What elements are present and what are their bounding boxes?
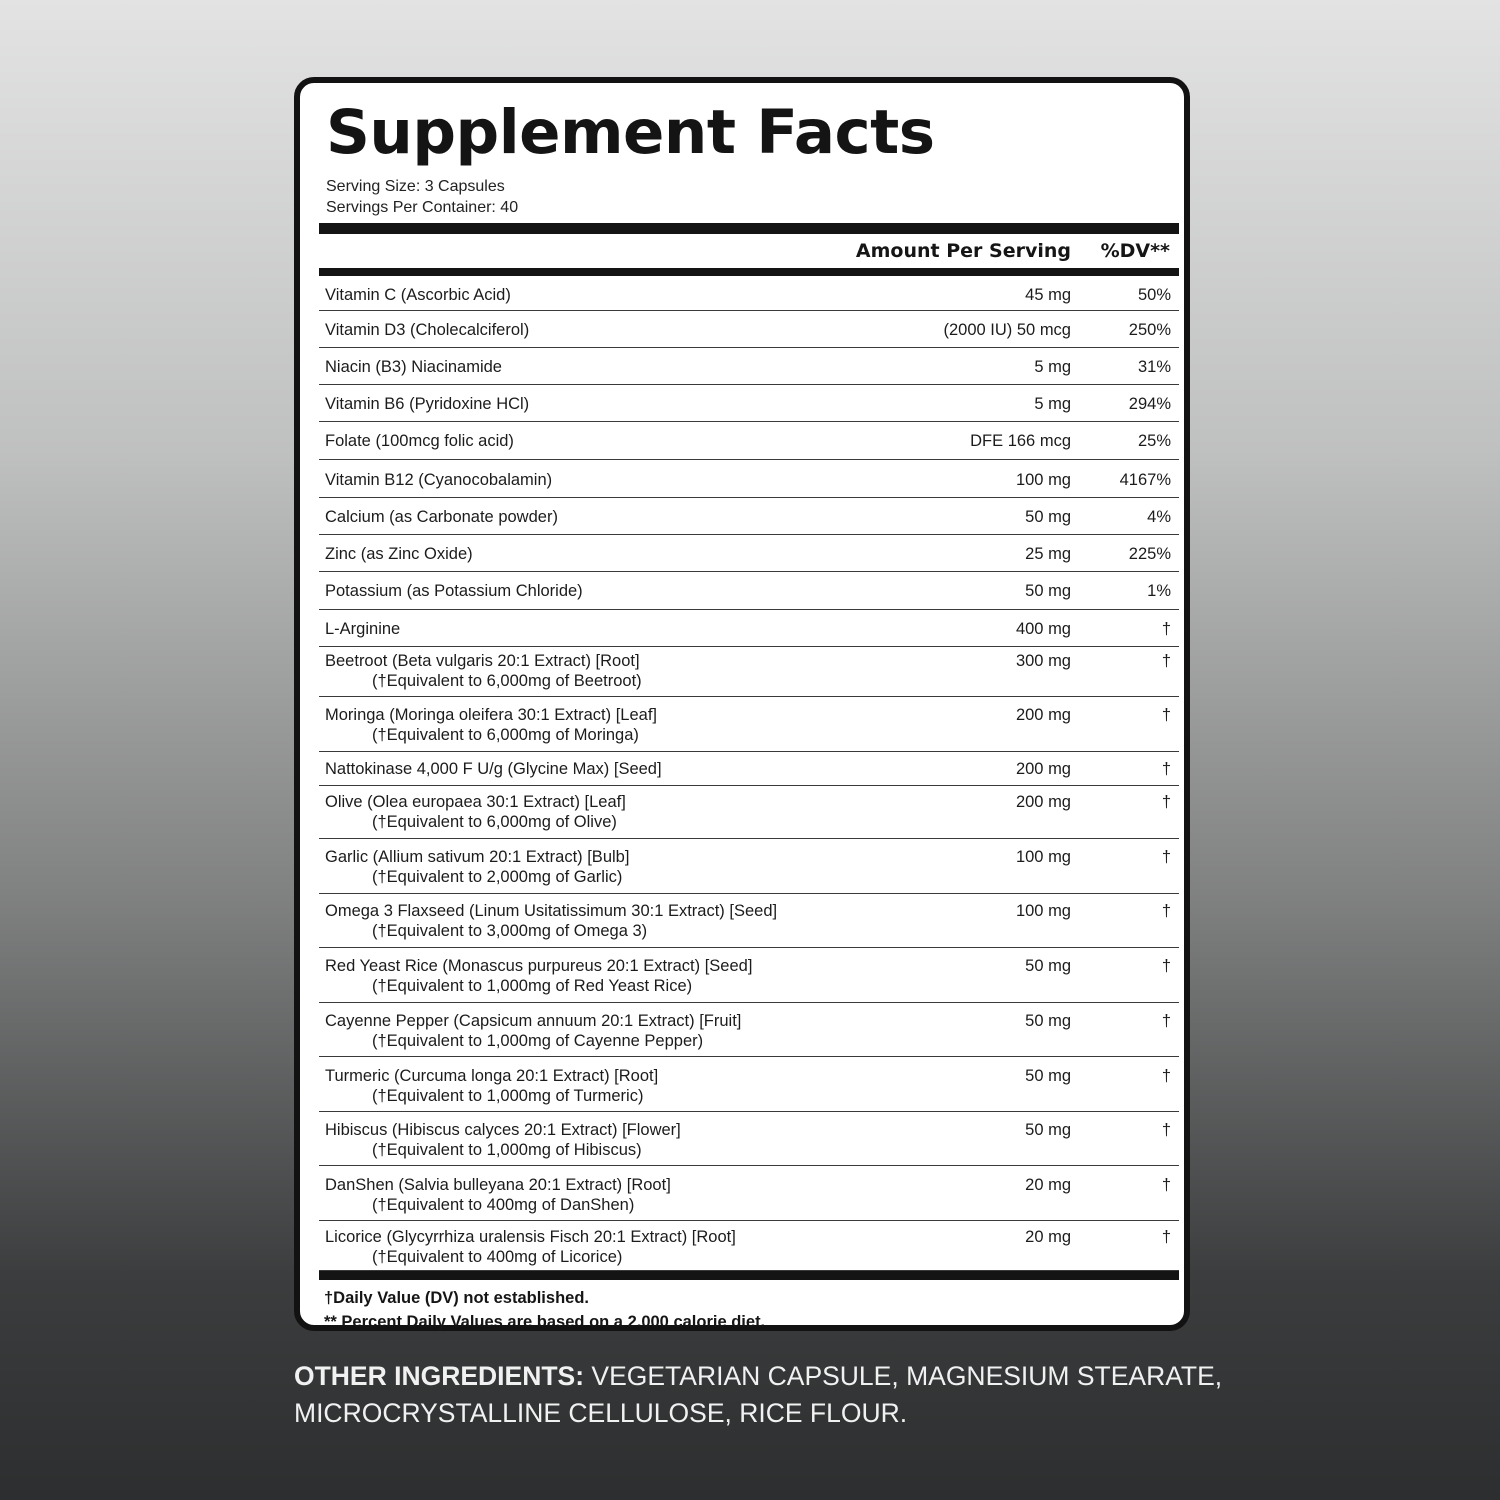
table-row [319,348,1179,385]
ingredient-equivalent: (†Equivalent to 1,000mg of Red Yeast Rice) [372,977,693,995]
ingredient-dv: † [1161,902,1171,920]
ingredient-amount: 50 mg [1025,508,1071,526]
ingredient-name: Vitamin C (Ascorbic Acid) [325,286,511,304]
table-row [319,311,1179,348]
ingredient-name: L-Arginine [325,620,401,638]
ingredient-name: Moringa (Moringa oleifera 30:1 Extract) [Leaf] [325,706,657,724]
ingredient-amount: 50 mg [1025,1121,1071,1139]
ingredient-name: DanShen (Salvia bulleyana 20:1 Extract) [Root] [325,1176,671,1194]
ingredient-amount: 20 mg [1025,1228,1071,1246]
ingredient-name: Zinc (as Zinc Oxide) [325,545,473,563]
table-row [319,752,1179,786]
table-row [319,786,1179,839]
ingredient-amount: 50 mg [1025,957,1071,975]
ingredient-equivalent: (†Equivalent to 2,000mg of Garlic) [372,868,623,886]
ingredient-name: Niacin (B3) Niacinamide [325,358,502,376]
ingredient-dv: 4% [1147,508,1171,526]
page-title: Supplement Facts [326,97,935,168]
servings-per-container: Servings Per Container: 40 [326,199,519,216]
ingredient-name: Vitamin D3 (Cholecalciferol) [325,321,530,339]
ingredient-dv: 1% [1147,582,1171,600]
table-row [319,839,1179,894]
table-row [319,1003,1179,1057]
table-row [319,572,1179,610]
ingredient-amount: 20 mg [1025,1176,1071,1194]
ingredient-dv: † [1161,706,1171,724]
other-ingredients-text: VEGETARIAN CAPSULE, MAGNESIUM STEARATE, MICROCRYSTALLINE CELLULOSE, RICE FLOUR. [294,1361,1223,1428]
dv-header: %DV** [1100,240,1170,262]
table-row [319,385,1179,422]
ingredient-equivalent: (†Equivalent to 6,000mg of Olive) [372,813,617,831]
footnote-dagger: †Daily Value (DV) not established. [324,1289,589,1307]
ingredient-dv: † [1161,652,1171,670]
ingredient-dv: † [1161,620,1171,638]
table-row [319,610,1179,647]
ingredient-amount: 100 mg [1015,848,1071,866]
ingredient-amount: 45 mg [1025,286,1071,304]
ingredient-dv: 4167% [1119,471,1171,489]
ingredient-equivalent: (†Equivalent to 1,000mg of Turmeric) [372,1087,644,1105]
ingredient-name: Olive (Olea europaea 30:1 Extract) [Leaf] [325,793,626,811]
ingredient-equivalent: (†Equivalent to 400mg of DanShen) [372,1196,635,1214]
table-row [319,460,1179,498]
table-row [319,422,1179,460]
ingredient-amount: 200 mg [1015,706,1071,724]
ingredient-name: Folate (100mcg folic acid) [325,432,514,450]
table-row [319,1057,1179,1112]
other-ingredients [294,1358,1234,1432]
ingredient-equivalent: (†Equivalent to 6,000mg of Beetroot) [372,672,642,690]
footnote-percent: ** Percent Daily Values are based on a 2,000 calorie diet. [324,1313,766,1331]
ingredient-amount: 100 mg [1015,471,1071,489]
ingredient-name: Nattokinase 4,000 F U/g (Glycine Max) [Seed] [325,760,662,778]
ingredient-name: Garlic (Allium sativum 20:1 Extract) [Bulb] [325,848,630,866]
table-row [319,697,1179,752]
table-row [319,1221,1179,1271]
ingredient-dv: † [1161,760,1171,778]
ingredient-equivalent: (†Equivalent to 1,000mg of Cayenne Pepper) [372,1032,704,1050]
ingredient-amount: 400 mg [1015,620,1071,638]
table-row [319,647,1179,697]
ingredient-amount: 50 mg [1025,1012,1071,1030]
table-row [319,894,1179,948]
ingredient-dv: 31% [1137,358,1171,376]
ingredient-name: Potassium (as Potassium Chloride) [325,582,583,600]
ingredient-equivalent: (†Equivalent to 400mg of Licorice) [372,1248,623,1266]
ingredient-name: Vitamin B12 (Cyanocobalamin) [325,471,553,489]
table-row [319,498,1179,535]
ingredient-amount: 5 mg [1034,358,1071,376]
ingredient-name: Licorice (Glycyrrhiza uralensis Fisch 20:1 Extract) [Root] [325,1228,736,1246]
table-row [319,1112,1179,1166]
ingredient-name: Cayenne Pepper (Capsicum annuum 20:1 Extract) [Fruit] [325,1012,742,1030]
ingredient-name: Hibiscus (Hibiscus calyces 20:1 Extract) [Flower] [325,1121,681,1139]
ingredient-amount: 50 mg [1025,582,1071,600]
ingredient-dv: † [1161,1176,1171,1194]
table-row [319,275,1179,311]
ingredient-name: Calcium (as Carbonate powder) [325,508,558,526]
ingredient-equivalent: (†Equivalent to 6,000mg of Moringa) [372,726,639,744]
ingredient-amount: 200 mg [1015,760,1071,778]
thick-divider-bottom [319,1271,1179,1280]
ingredient-amount: 5 mg [1034,395,1071,413]
other-ingredients-label: OTHER INGREDIENTS: [294,1361,585,1391]
ingredient-amount: 50 mg [1025,1067,1071,1085]
ingredient-amount: 25 mg [1025,545,1071,563]
serving-size: Serving Size: 3 Capsules [326,178,505,195]
ingredient-amount: 300 mg [1015,652,1071,670]
ingredient-name: Beetroot (Beta vulgaris 20:1 Extract) [Root] [325,652,640,670]
table-row [319,535,1179,572]
ingredient-dv: 25% [1137,432,1171,450]
ingredient-name: Turmeric (Curcuma longa 20:1 Extract) [Root] [325,1067,659,1085]
ingredient-amount: DFE 166 mcg [970,432,1071,450]
table-row [319,948,1179,1003]
ingredient-dv: 50% [1137,286,1171,304]
ingredient-name: Omega 3 Flaxseed (Linum Usitatissimum 30:1 Extract) [Seed] [325,902,778,920]
table-row [319,1166,1179,1221]
ingredient-equivalent: (†Equivalent to 3,000mg of Omega 3) [372,922,648,940]
ingredient-name: Vitamin B6 (Pyridoxine HCl) [325,395,530,413]
ingredient-dv: 250% [1128,321,1171,339]
ingredient-dv: † [1161,848,1171,866]
ingredient-dv: † [1161,1012,1171,1030]
amount-per-serving-header: Amount Per Serving [855,240,1071,262]
ingredient-dv: † [1161,793,1171,811]
ingredient-dv: † [1161,957,1171,975]
ingredient-dv: † [1161,1228,1171,1246]
ingredient-name: Red Yeast Rice (Monascus purpureus 20:1 Extract) [Seed] [325,957,753,975]
ingredient-equivalent: (†Equivalent to 1,000mg of Hibiscus) [372,1141,642,1159]
ingredient-dv: 294% [1128,395,1171,413]
ingredient-dv: 225% [1128,545,1171,563]
ingredient-amount: 200 mg [1015,793,1071,811]
ingredient-amount: 100 mg [1015,902,1071,920]
ingredient-amount: (2000 IU) 50 mcg [943,321,1071,339]
ingredient-dv: † [1161,1121,1171,1139]
ingredient-dv: † [1161,1067,1171,1085]
